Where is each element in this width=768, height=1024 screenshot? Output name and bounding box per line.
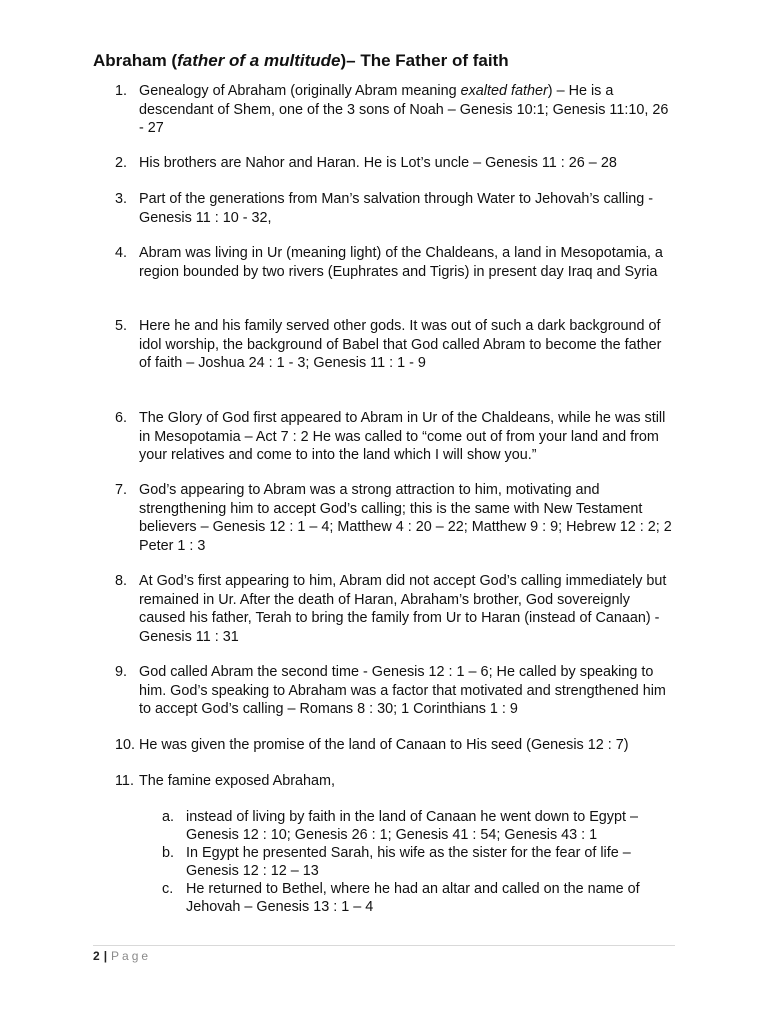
list-item-7: [115, 481, 675, 555]
list-item-4: [115, 244, 675, 281]
title-part1: Abraham (: [93, 51, 178, 70]
list-item-1: [115, 82, 675, 138]
sub-letter: b.: [162, 845, 175, 861]
list-number: 9.: [115, 664, 128, 680]
list-number: 5.: [115, 318, 128, 334]
sub-text: instead of living by faith in the land of Canaan he went down to Egypt – Genesis 12 : 10; Genesis 26 : 1; Genesis 41 : 54; Genesis 43 : 1: [186, 809, 639, 843]
list-text: At God’s first appearing to him, Abram did not accept God’s calling immediately but remained in Ur. After the death of Haran, Abraham’s brother, God sovereignly caused his father, Terah to bring the family from Ur to Haran (instead of Canaan) - Genesis 11 : 31: [139, 573, 667, 645]
list-number: 2.: [115, 155, 128, 171]
list-item-6: [115, 409, 675, 465]
page-title: [93, 51, 509, 71]
list-text: Part of the generations from Man’s salvation through Water to Jehovah’s calling - Genesis 11 : 10 - 32,: [139, 191, 654, 226]
page-footer: [93, 949, 151, 963]
sub-text: In Egypt he presented Sarah, his wife as the sister for the fear of life – Genesis 12 : 12 – 13: [186, 845, 631, 879]
page-number: 2: [93, 949, 100, 963]
list-item-8: [115, 572, 675, 646]
list-text: God called Abram the second time - Genesis 12 : 1 – 6; He called by speaking to him. God’s speaking to Abraham was a factor that motivated and strengthened him to accept God’s calling – Romans 8 : 30; 1 Corinthians 1 : 9: [139, 664, 666, 718]
list-item-3: [115, 190, 675, 227]
list-number: 8.: [115, 573, 128, 589]
list-item-10: [115, 736, 675, 755]
sub-letter: c.: [162, 881, 174, 897]
list-number: 6.: [115, 410, 128, 426]
list-number: 4.: [115, 245, 128, 261]
footer-separator: |: [103, 949, 108, 963]
list-text: The famine exposed Abraham,: [139, 773, 335, 789]
sub-text: He returned to Bethel, where he had an altar and called on the name of Jehovah – Genesis 13 : 1 – 4: [186, 881, 640, 915]
list-number: 3.: [115, 191, 128, 207]
list-number: 10.: [115, 737, 136, 753]
list-item-2: [115, 154, 675, 173]
page-label: Page: [111, 949, 152, 963]
list-text: The Glory of God first appeared to Abram in Ur of the Chaldeans, while he was still in Mesopotamia – Act 7 : 2 He was called to “come out of from your land and from your relatives and come to into the land which I will show you.”: [139, 410, 666, 464]
title-italic: father of a multitude: [177, 51, 341, 70]
list-number: 1.: [115, 83, 128, 99]
sub-item-b: [162, 844, 682, 880]
list-item-5: [115, 317, 675, 373]
list-text: Abram was living in Ur (meaning light) of the Chaldeans, a land in Mesopotamia, a region bounded by two rivers (Euphrates and Tigris) in present day Iraq and Syria: [139, 245, 663, 280]
list-text: His brothers are Nahor and Haran. He is Lot’s uncle – Genesis 11 : 26 – 28: [139, 155, 617, 171]
list-number: 11.: [115, 773, 134, 789]
list-text: He was given the promise of the land of Canaan to His seed (Genesis 12 : 7): [139, 737, 629, 753]
footer-divider: [93, 945, 675, 946]
list-text: Genealogy of Abraham (originally Abram meaning exalted father) – He is a descendant of Shem, one of the 3 sons of Noah – Genesis 10:1; Genesis 11:10, 26 - 27: [139, 83, 669, 137]
sub-letter: a.: [162, 809, 175, 825]
title-part2: )– The Father of faith: [340, 51, 509, 70]
sub-item-a: [162, 808, 682, 844]
sub-item-c: [162, 880, 682, 916]
list-text: Here he and his family served other gods. It was out of such a dark background of idol worship, the background of Babel that God called Abram to become the father of faith – Joshua 24 : 1 - 3; Genesis 11 : 1 - 9: [139, 318, 662, 372]
list-item-11: [115, 772, 675, 791]
list-item-9: [115, 663, 675, 719]
list-text: God’s appearing to Abram was a strong attraction to him, motivating and strengthening him to accept God’s calling; this is the same with New Testament believers – Genesis 12 : 1 – 4; Matthew 4 : 20 – 22; Matthew 9 : 9; Hebrew 12 : 2; 2 Peter 1 : 3: [139, 482, 672, 554]
list-number: 7.: [115, 482, 128, 498]
